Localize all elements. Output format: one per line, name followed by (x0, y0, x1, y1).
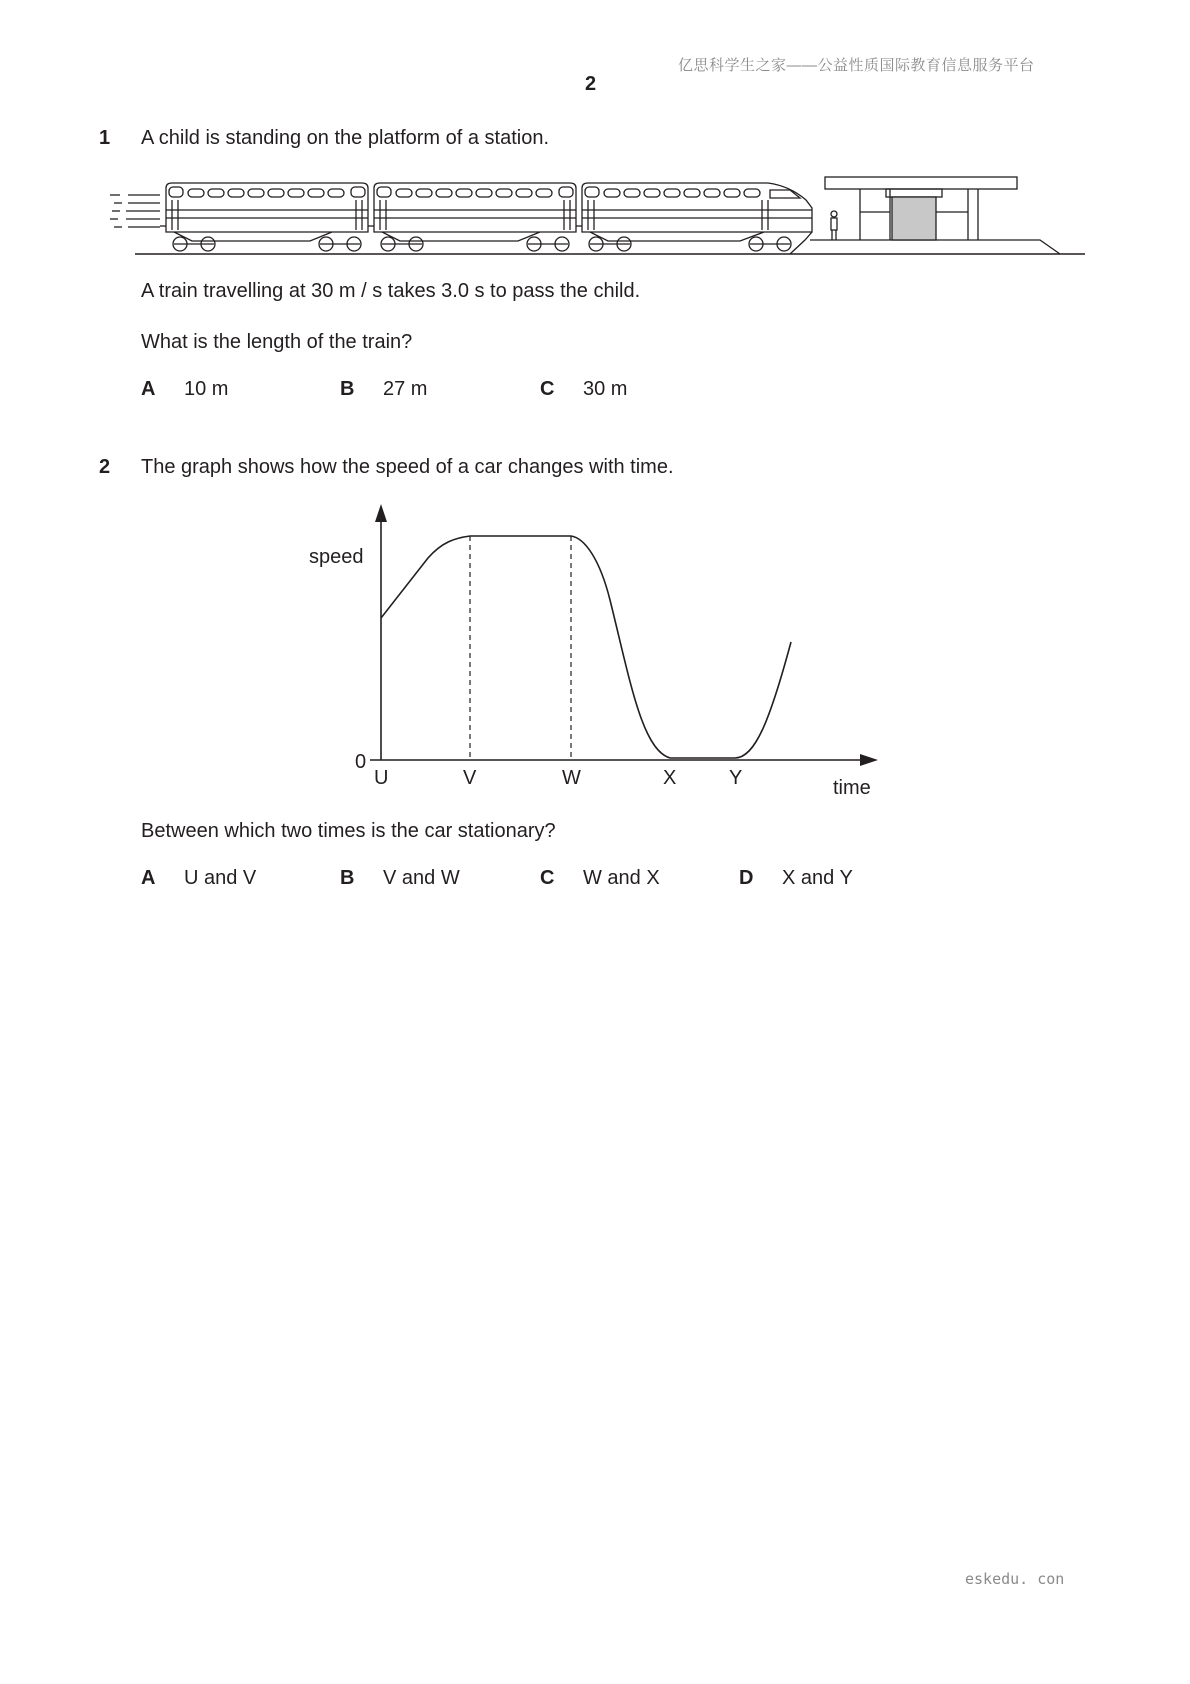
q2-option-a-text[interactable]: U and V (184, 867, 257, 889)
question-1-intro: A child is standing on the platform of a station. (141, 127, 550, 149)
q2-option-d-text[interactable]: X and Y (782, 867, 853, 889)
question-1-question: What is the length of the train? (141, 331, 413, 353)
y-axis-arrow (375, 504, 387, 522)
q2-option-c-text[interactable]: W and X (583, 867, 660, 889)
q2-option-d-letter[interactable]: D (739, 867, 754, 889)
page-number: 2 (585, 73, 597, 95)
q1-option-c-letter[interactable]: C (540, 378, 555, 400)
q1-option-a-text[interactable]: 10 m (184, 378, 229, 400)
footer-site: eskedu. con (965, 1570, 1065, 1588)
time-label-y: Y (729, 767, 743, 789)
time-label-v: V (463, 767, 477, 789)
q1-option-b-letter[interactable]: B (340, 378, 355, 400)
q1-option-c-text[interactable]: 30 m (583, 378, 628, 400)
x-axis-arrow (860, 754, 878, 766)
watermark: 亿思科学生之家——公益性质国际教育信息服务平台 (678, 57, 1035, 74)
train-station-diagram (100, 170, 1085, 260)
question-2-question: Between which two times is the car stationary? (141, 820, 556, 842)
question-1-statement: A train travelling at 30 m / s takes 3.0 s to pass the child. (141, 280, 641, 302)
x-axis-label: time (833, 777, 871, 799)
time-label-w: W (562, 767, 581, 789)
q2-option-a-letter[interactable]: A (141, 867, 156, 889)
q2-option-b-text[interactable]: V and W (383, 867, 460, 889)
q1-option-b-text[interactable]: 27 m (383, 378, 428, 400)
q2-option-c-letter[interactable]: C (540, 867, 555, 889)
q1-option-a-letter[interactable]: A (141, 378, 156, 400)
speed-time-graph (300, 500, 900, 800)
time-label-u: U (374, 767, 389, 789)
question-1-number: 1 (99, 127, 111, 149)
y-axis-label: speed (309, 546, 364, 568)
time-label-x: X (663, 767, 677, 789)
question-2-intro: The graph shows how the speed of a car changes with time. (141, 456, 674, 478)
question-2-number: 2 (99, 456, 111, 478)
q2-option-b-letter[interactable]: B (340, 867, 355, 889)
speed-curve (381, 536, 791, 758)
origin-label: 0 (355, 751, 367, 773)
